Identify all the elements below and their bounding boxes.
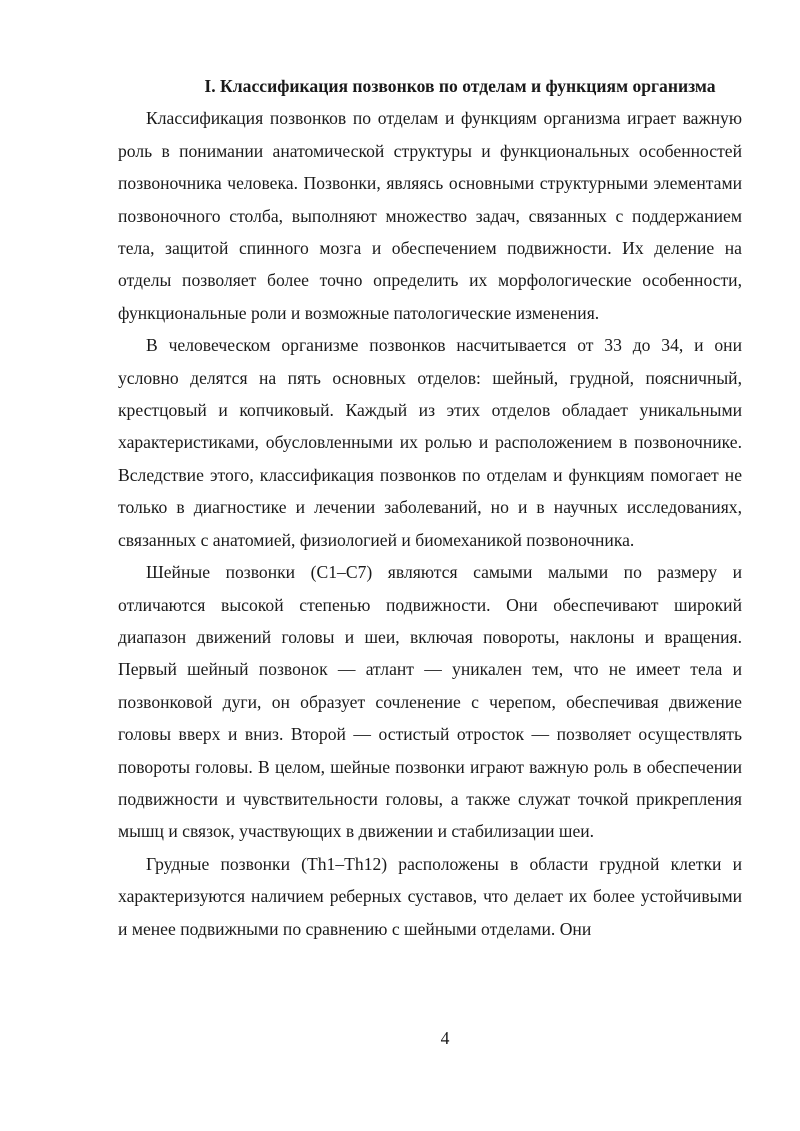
paragraph-1: Классификация позвонков по отделам и функциям организма играет важную роль в понимании анатомической структуры и функциональных особенностей позвоночника человека. Позвонки, являясь основными структурными элементами позвоночного столба, выполняют множество задач, связанных с поддержанием тела, защитой спинного мозга и обеспечением подвижности. Их деление на отделы позволяет более точно определить их морфологические особенности, функциональные роли и возможные патологические изменения.	[118, 108, 742, 323]
page-content	[118, 70, 742, 945]
page-number: 4	[440, 1028, 450, 1048]
paragraph-4: Грудные позвонки (Th1–Th12) расположены в области грудной клетки и характеризуются наличием реберных суставов, что делает их более устойчивыми и менее подвижными по сравнению с шейными отделами. Они	[118, 853, 742, 939]
section-heading: I. Классификация позвонков по отделам и функциям организма	[204, 76, 716, 96]
paragraph-3: Шейные позвонки (C1–C7) являются самыми малыми по размеру и отличаются высокой степенью подвижности. Они обеспечивают широкий диапазон движений головы и шеи, включая повороты, наклоны и вращения. Первый шейный позвонок — атлант — уникален тем, что не имеет тела и позвонковой дуги, он образует сочленение с черепом, обеспечивая движение головы вверх и вниз. Второй — остистый отросток — позволяет осуществлять повороты головы. В целом, шейные позвонки играют важную роль в обеспечении подвижности и чувствительности головы, а также служат точкой прикрепления мышц и связок, участвующих в движении и стабилизации шеи.	[118, 562, 742, 842]
paragraph-2: В человеческом организме позвонков насчитывается от 33 до 34, и они условно делятся на пять основных отделов: шейный, грудной, поясничный, крестцовый и копчиковый. Каждый из этих отделов обладает уникальными характеристиками, обусловленными их ролью и расположением в позвоночнике. Вследствие этого, классификация позвонков по отделам и функциям помогает не только в диагностике и лечении заболеваний, но и в научных исследованиях, связанных с анатомией, физиологией и биомеханикой позвоночника.	[118, 335, 742, 550]
